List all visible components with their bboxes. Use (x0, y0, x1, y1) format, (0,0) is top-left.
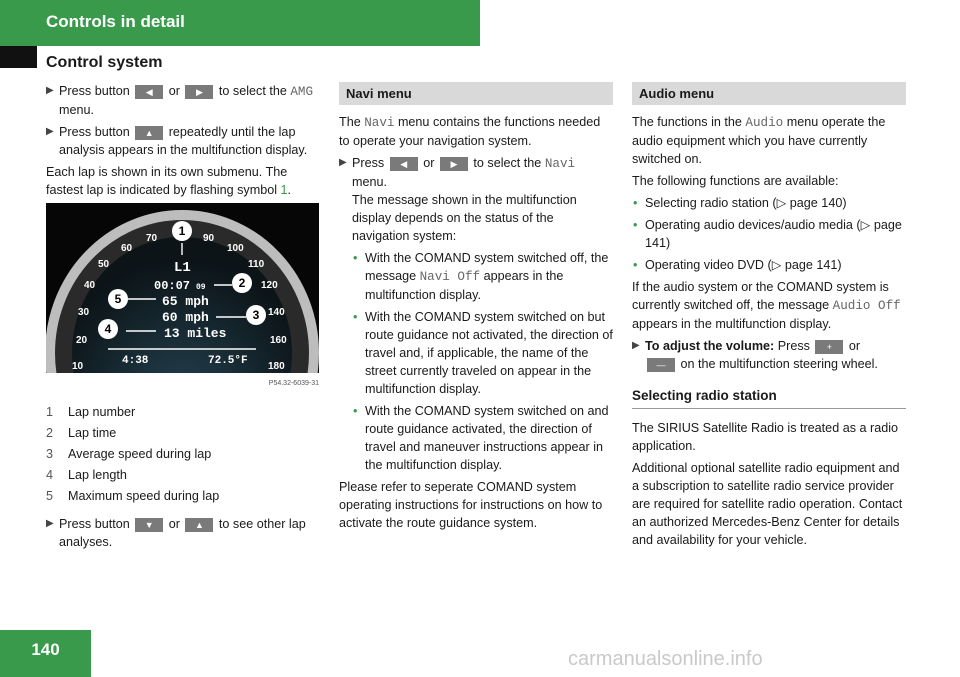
bullet-icon: • (353, 310, 358, 324)
page-ref-link[interactable]: page 140) (789, 196, 847, 210)
scale-10: 10 (72, 361, 84, 372)
navi-status-item: • With the COMAND system switched off, the message Navi Off appears in the multifunction display. (353, 251, 609, 302)
amg-menu-name: AMG (290, 85, 314, 99)
column-navi-menu (339, 82, 613, 536)
audio-function-item: • Selecting radio station (▷ page 140) (633, 196, 847, 210)
legend-item: 4 Lap length (46, 468, 127, 482)
lap-number-readout: L1 (174, 260, 191, 276)
callout-2: 2 (238, 276, 246, 290)
page-number: 140 (31, 640, 60, 659)
instrument-cluster-graphic (46, 203, 319, 373)
up-button-icon: ▲ (135, 126, 163, 140)
step-select-amg: ▶ Press button ◀ or ▶ to select the AMG menu. (46, 84, 314, 117)
bullet-icon: • (633, 258, 638, 272)
navi-status-item: • With the COMAND system switched on and route guidance activated, the direction of travel and maneuver instructions appear in the multifunction display. (353, 404, 609, 472)
radio-subheading: Selecting radio station (632, 387, 906, 409)
lap-time-fraction: 09 (196, 283, 206, 292)
step-adjust-volume: ▶ To adjust the volume: Press + or — on the multifunction steering wheel. (632, 339, 878, 371)
navi-intro: The Navi menu contains the functions needed to operate your navigation system. (339, 115, 601, 148)
scale-30: 30 (78, 307, 90, 318)
audio-off-note: If the audio system or the COMAND system is currently switched off, the message Audio Off appears in the multifunction display. (632, 280, 901, 331)
scale-40: 40 (84, 280, 96, 291)
photo-id: P54.32-6039-31 (268, 380, 319, 387)
scale-50: 50 (98, 259, 110, 270)
bullet-icon: • (353, 404, 358, 418)
navi-status-list (339, 249, 613, 474)
step-arrow-icon: ▶ (46, 85, 54, 96)
legend-item: 1 Lap number (46, 405, 136, 419)
avg-speed-readout: 60 mph (162, 310, 209, 325)
navi-status-item: • With the COMAND system switched on but route guidance not activated, the direction of travel and, if applicable, the name of the street currently traveled on appear in the multifunction display. (353, 310, 613, 396)
step-arrow-icon: ▶ (46, 518, 54, 529)
step-lap-analysis: ▶ Press button ▲ repeatedly until the lap analysis appears in the multifunction display. (46, 125, 308, 157)
step-arrow-icon: ▶ (46, 126, 54, 137)
right-button-icon: ▶ (440, 157, 468, 171)
callout-4: 4 (104, 322, 112, 336)
down-button-icon: ▼ (135, 518, 163, 532)
column-audio-menu (632, 82, 906, 553)
audio-intro: The functions in the Audio menu operate the audio equipment which you have currently switched on. (632, 115, 886, 166)
scale-160: 160 (270, 335, 287, 346)
bullet-icon: • (633, 218, 638, 232)
section-tab-marker (0, 46, 37, 68)
audio-function-item: • Operating video DVD (▷ page 141) (633, 258, 842, 272)
step-arrow-icon: ▶ (632, 340, 640, 351)
clock-readout: 4:38 (122, 355, 149, 367)
column-lap-analysis (46, 82, 322, 555)
scale-180: 180 (268, 361, 285, 372)
step-other-laps: ▶ Press button ▼ or ▲ to see other lap analyses. (46, 517, 306, 549)
callout-5: 5 (114, 292, 122, 306)
minus-button-icon: — (647, 358, 675, 372)
step-arrow-icon: ▶ (339, 157, 347, 168)
left-button-icon: ◀ (390, 157, 418, 171)
bullet-icon: • (353, 251, 358, 265)
chapter-title: Controls in detail (46, 12, 185, 31)
lap-time-readout: 00:07 (154, 279, 191, 293)
scale-140: 140 (268, 307, 285, 318)
step-select-navi: ▶ Press ◀ or ▶ to select the Navi menu. The message shown in the multifunction display depends on the status of the navigation system: (339, 156, 577, 243)
scale-70: 70 (146, 233, 158, 244)
watermark: carmanualsonline.info (568, 648, 763, 670)
navi-reference: Please refer to seperate COMAND system operating instructions for instructions on how to activate the route guidance system. (339, 480, 603, 530)
flashing-symbol: 1 (280, 183, 288, 197)
scale-100: 100 (227, 243, 244, 254)
scale-120: 120 (261, 280, 278, 291)
page-ref-link[interactable]: page 141) (645, 218, 902, 250)
audio-menu-heading: Audio menu (632, 82, 906, 105)
right-button-icon: ▶ (185, 85, 213, 99)
page-ref-icon: ▷ (771, 258, 782, 272)
navi-menu-heading: Navi menu (339, 82, 613, 105)
left-button-icon: ◀ (135, 85, 163, 99)
audio-functions-intro: The following functions are available: (632, 174, 839, 188)
callout-1: 1 (178, 224, 186, 238)
max-speed-readout: 65 mph (162, 294, 209, 309)
bullet-icon: • (633, 196, 638, 210)
legend-item: 2 Lap time (46, 426, 117, 440)
sirius-requirements: Additional optional satellite radio equipment and a subscription to satellite radio service provider are required for satellite radio operation. Contact an authorized Mercedes-Benz Center for details and availability for your vehicle. (632, 461, 903, 547)
callout-3: 3 (252, 308, 260, 322)
temperature-readout: 72.5°F (208, 355, 248, 367)
scale-20: 20 (76, 335, 88, 346)
lap-explanation: Each lap is shown in its own submenu. The fastest lap is indicated by flashing symbol 1. (46, 165, 292, 197)
instrument-cluster-image (46, 203, 319, 373)
page-ref-icon: ▷ (860, 218, 871, 232)
sirius-intro: The SIRIUS Satellite Radio is treated as a radio application. (632, 421, 898, 453)
lap-length-readout: 13 miles (164, 326, 227, 341)
page-ref-link[interactable]: page 141) (784, 258, 842, 272)
scale-110: 110 (248, 259, 265, 270)
legend-item: 5 Maximum speed during lap (46, 489, 220, 503)
scale-90: 90 (203, 233, 215, 244)
page-ref-icon: ▷ (776, 196, 787, 210)
audio-function-item: • Operating audio devices/audio media (▷ page 141) (633, 218, 902, 250)
legend-list (46, 403, 322, 505)
up-button-icon: ▲ (185, 518, 213, 532)
section-title: Control system (46, 54, 163, 71)
scale-60: 60 (121, 243, 133, 254)
plus-button-icon: + (815, 340, 843, 354)
legend-item: 3 Average speed during lap (46, 447, 212, 461)
